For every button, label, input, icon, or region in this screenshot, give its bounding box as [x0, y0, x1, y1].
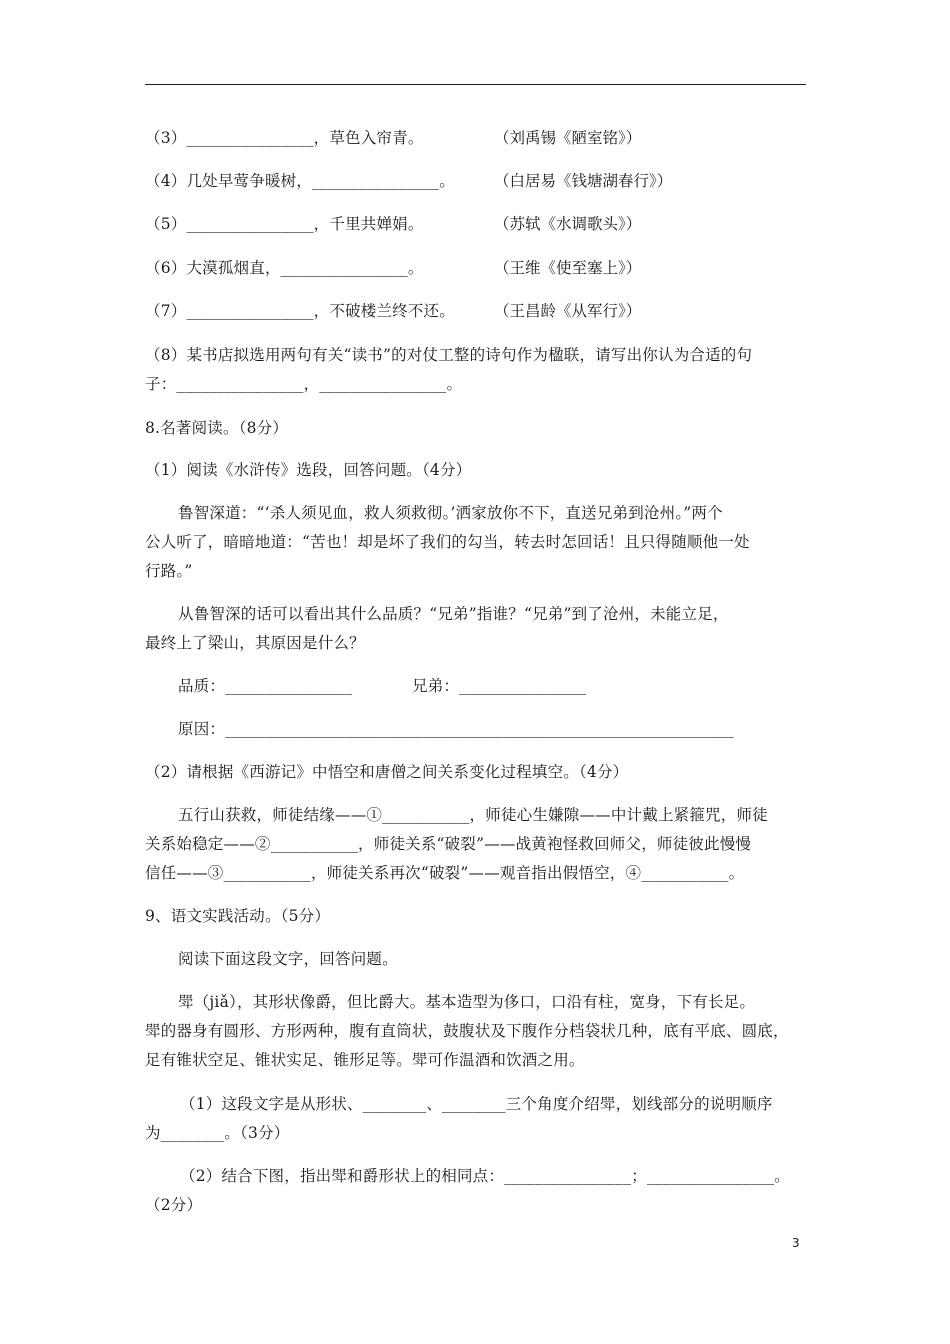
- page-number: 3: [792, 1236, 800, 1250]
- poem-source-5: （苏轼《水调歌头》）: [494, 215, 642, 233]
- q9-2-line-2: （2分）: [145, 1196, 203, 1214]
- q9-2-line-1: （2）结合下图，指出斝和爵形状上的相同点：________________；________________。: [180, 1167, 790, 1185]
- q8-2-title: （2）请根据《西游记》中悟空和唐僧之间关系变化过程填空。（4分）: [145, 763, 629, 781]
- shuihu-passage-line-3: 行路。”: [145, 562, 193, 580]
- q8-1-question-line-1: 从鲁智深的话可以看出其什么品质？“兄弟”指谁？“兄弟”到了沧州，未能立足，: [178, 605, 729, 623]
- q9-title: 9、语文实践活动。（5分）: [145, 907, 331, 925]
- jia-passage-line-1: 斝（jiǎ），其形状像爵，但比爵大。基本造型为侈口，口沿有柱，宽身，下有长足。: [178, 993, 756, 1011]
- header-rule: [145, 84, 806, 85]
- xiyouji-passage-line-1: 五行山获救，师徒结缘——①___________，师徒心生嫌隙——中计戴上紧箍咒，师徒: [178, 806, 768, 824]
- q9-1-line-2: 为________。（3分）: [145, 1124, 290, 1142]
- shuihu-passage-line-2: 公人听了，暗暗地道：“苦也！却是坏了我们的勾当，转去时怎回话！且只得随顺他一处: [145, 533, 750, 551]
- jia-passage-line-2: 斝的器身有圆形、方形两种，腹有直筒状，鼓腹状及下腹作分档袋状几种，底有平底、圆底，: [145, 1022, 789, 1040]
- q9-intro: 阅读下面这段文字，回答问题。: [178, 950, 398, 968]
- answer-reason: 原因：________________________________________________________________: [178, 720, 734, 738]
- poem-source-4: （白居易《钱塘湖春行》）: [494, 172, 673, 190]
- jia-passage-line-3: 足有锥状空足、锥状实足、锥形足等。斝可作温酒和饮酒之用。: [145, 1051, 585, 1069]
- poem-line-3: （3）________________，草色入帘青。: [145, 129, 424, 147]
- poem-source-6: （王维《使至塞上》）: [494, 259, 642, 277]
- answer-quality: 品质：________________: [178, 677, 353, 695]
- answer-brother: 兄弟：________________: [412, 677, 587, 695]
- q9-1-line-1: （1）这段文字是从形状、________、________三个角度介绍斝，划线部分的说明顺序: [180, 1095, 773, 1113]
- shuihu-passage-line-1: 鲁智深道：“‘杀人须见血，救人须救彻。’洒家放你不下，直送兄弟到沧州。”两个: [178, 504, 723, 522]
- q8-1-question-line-2: 最终上了梁山，其原因是什么？: [145, 634, 365, 652]
- xiyouji-passage-line-3: 信任——③___________，师徒关系再次“破裂”——观音指出假悟空，④___________。: [145, 864, 745, 882]
- poem-source-7: （王昌龄《从军行》）: [494, 302, 642, 320]
- xiyouji-passage-line-2: 关系始稳定——②___________，师徒关系“破裂”——战黄袍怪救回师父，师徒彼此慢慢: [145, 835, 752, 853]
- couplet-question-line-1: （8）某书店拟选用两句有关“读书”的对仗工整的诗句作为楹联，请写出你认为合适的句: [145, 346, 753, 364]
- poem-line-5: （5）________________，千里共婵娟。: [145, 215, 424, 233]
- poem-source-3: （刘禹锡《陋室铭》）: [494, 129, 642, 147]
- q8-title: 8.名著阅读。（8分）: [145, 419, 289, 437]
- poem-line-4: （4）几处早莺争暖树，________________。: [145, 172, 455, 190]
- poem-line-7: （7）________________，不破楼兰终不还。: [145, 302, 455, 320]
- q8-1-title: （1）阅读《水浒传》选段，回答问题。（4分）: [145, 461, 472, 479]
- couplet-question-line-2: 子：________________，________________。: [145, 375, 463, 393]
- poem-line-6: （6）大漠孤烟直，________________。: [145, 259, 424, 277]
